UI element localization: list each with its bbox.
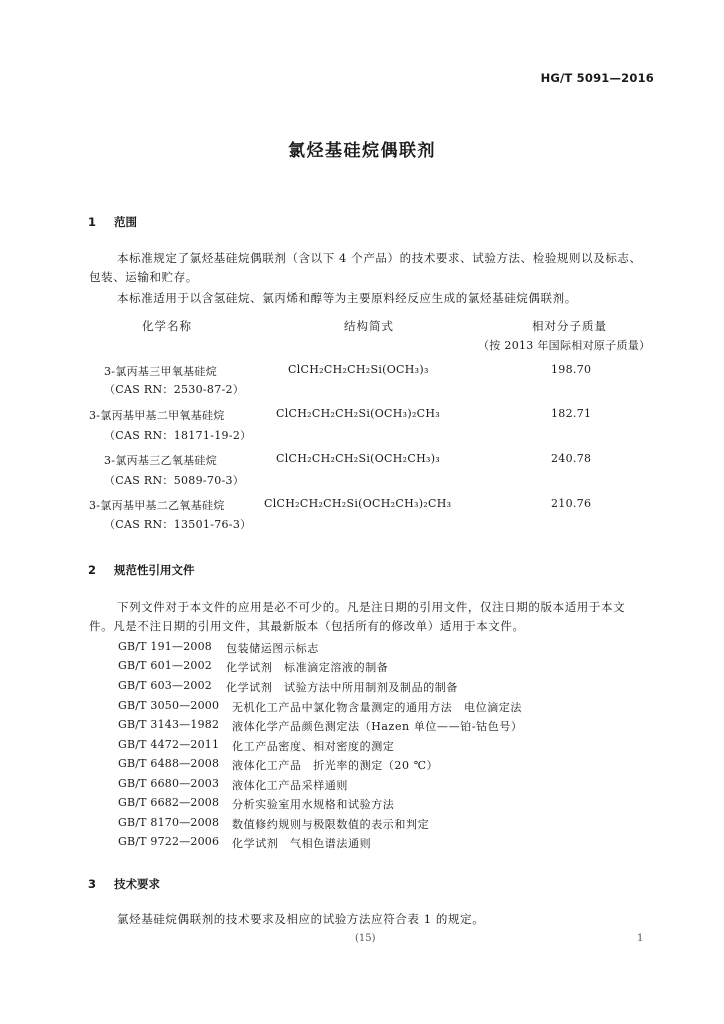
section-3-title: 技术要求 bbox=[114, 877, 160, 891]
standard-number: HG/T 5091—2016 bbox=[540, 71, 654, 85]
column-header-mass: 相对分子质量 bbox=[532, 319, 607, 333]
section-2-number: 2 bbox=[88, 563, 97, 577]
compound-mass: 240.78 bbox=[551, 452, 592, 465]
section-3-paragraph: 氯烃基硅烷偶联剂的技术要求及相应的试验方法应符合表 1 的规定。 bbox=[117, 912, 485, 926]
section-2-title: 规范性引用文件 bbox=[114, 563, 195, 577]
ref-title: 包装储运图示标志 bbox=[226, 642, 319, 655]
column-header-formula: 结构简式 bbox=[344, 319, 394, 333]
ref-title: 液体化工产品采样通则 bbox=[232, 779, 348, 792]
ref-title: 液体化学产品颜色测定法（Hazen 单位——铂-钴色号） bbox=[232, 720, 523, 733]
compound-name: 3-氯丙基甲基二甲氧基硅烷 bbox=[89, 409, 225, 422]
section-3-number: 3 bbox=[88, 877, 97, 891]
ref-title: 分析实验室用水规格和试验方法 bbox=[232, 798, 395, 811]
compound-formula: ClCH₂CH₂CH₂Si(OCH₃)₃ bbox=[288, 363, 429, 376]
document-title: 氯烃基硅烷偶联剂 bbox=[288, 141, 436, 161]
page-number: 1 bbox=[637, 933, 644, 944]
ref-code: GB/T 4472—2011 bbox=[118, 738, 220, 751]
compound-formula: ClCH₂CH₂CH₂Si(OCH₂CH₃)₂CH₃ bbox=[264, 497, 452, 510]
ref-title: 液体化工产品 折光率的测定（20 ℃） bbox=[232, 759, 439, 772]
column-header-name: 化学名称 bbox=[142, 319, 192, 333]
compound-cas: （CAS RN：18171-19-2） bbox=[104, 429, 252, 442]
compound-mass: 198.70 bbox=[551, 363, 592, 376]
compound-name: 3-氯丙基三甲氧基硅烷 bbox=[104, 365, 218, 378]
compound-name: 3-氯丙基甲基二乙氧基硅烷 bbox=[89, 499, 225, 512]
compound-cas: （CAS RN：2530-87-2） bbox=[104, 383, 245, 396]
compound-name: 3-氯丙基三乙氧基硅烷 bbox=[104, 454, 218, 467]
ref-title: 化学试剂 试验方法中所用制剂及制品的制备 bbox=[226, 681, 458, 694]
ref-title: 化工产品密度、相对密度的测定 bbox=[232, 740, 395, 753]
ref-code: GB/T 6682—2008 bbox=[118, 796, 220, 809]
section-1-title: 范围 bbox=[114, 215, 137, 229]
ref-code: GB/T 603—2002 bbox=[118, 679, 212, 692]
compound-formula: ClCH₂CH₂CH₂Si(OCH₃)₂CH₃ bbox=[276, 407, 440, 420]
compound-cas: （CAS RN：5089-70-3） bbox=[104, 474, 245, 487]
ref-code: GB/T 191—2008 bbox=[118, 640, 212, 653]
section-2-intro-paragraph: 下列文件对于本文件的应用是必不可少的。凡是注日期的引用文件，仅注日期的版本适用于本文件。凡是不注日期的引用文件，其最新版本（包括所有的修改单）适用于本文件。 bbox=[89, 600, 626, 633]
ref-code: GB/T 8170—2008 bbox=[118, 816, 220, 829]
column-header-mass-note: （按 2013 年国际相对原子质量） bbox=[478, 339, 651, 352]
compound-formula: ClCH₂CH₂CH₂Si(OCH₂CH₃)₃ bbox=[276, 452, 440, 465]
compound-cas: （CAS RN：13501-76-3） bbox=[104, 518, 252, 531]
ref-code: GB/T 601—2002 bbox=[118, 659, 212, 672]
ref-title: 化学试剂 标准滴定溶液的制备 bbox=[226, 661, 389, 674]
compound-mass: 210.76 bbox=[551, 497, 592, 510]
section-1-applicability-paragraph: 本标准适用于以含氢硅烷、氯丙烯和醇等为主要原料经反应生成的氯烃基硅烷偶联剂。 bbox=[117, 291, 577, 305]
section-3-heading bbox=[88, 876, 160, 892]
section-1-scope-paragraph: 本标准规定了氯烃基硅烷偶联剂（含以下 4 个产品）的技术要求、试验方法、检验规则以及标志、包装、运输和贮存。 bbox=[89, 251, 642, 284]
ref-title: 数值修约规则与极限数值的表示和判定 bbox=[232, 818, 430, 831]
section-2-heading bbox=[88, 562, 195, 578]
ref-code: GB/T 6680—2003 bbox=[118, 777, 220, 790]
section-1-number: 1 bbox=[88, 215, 97, 229]
ref-code: GB/T 3143—1982 bbox=[118, 718, 220, 731]
ref-code: GB/T 6488—2008 bbox=[118, 757, 220, 770]
ref-title: 无机化工产品中氯化物含量测定的通用方法 电位滴定法 bbox=[232, 701, 522, 714]
section-1-heading bbox=[88, 214, 137, 230]
ref-title: 化学试剂 气相色谱法通则 bbox=[232, 837, 372, 850]
ref-code: GB/T 3050—2000 bbox=[118, 699, 220, 712]
footer-center-mark: (15) bbox=[355, 933, 376, 944]
ref-code: GB/T 9722—2006 bbox=[118, 835, 220, 848]
compound-mass: 182.71 bbox=[551, 407, 592, 420]
